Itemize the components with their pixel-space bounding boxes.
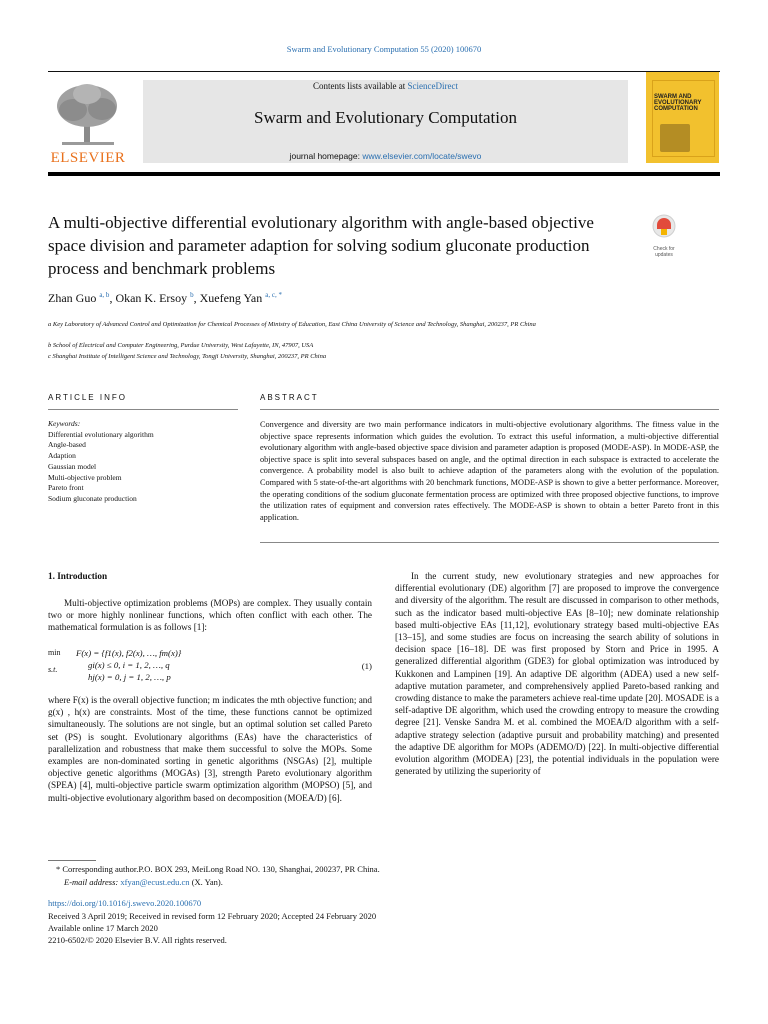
keyword-item: Pareto front: [48, 483, 84, 493]
affiliation-c: c Shanghai Institute of Intelligent Science and Technology, Tongji University, Shanghai, 200237, PR China: [48, 353, 327, 360]
email-label: E-mail address:: [64, 877, 121, 887]
eq-min-label: min: [48, 648, 61, 657]
section-heading-introduction: 1. Introduction: [48, 571, 108, 581]
cover-graphic: [660, 124, 690, 152]
abstract-text: Convergence and diversity are two main performance indicators in multi-objective evolutionary algorithms. The fitness value in the objective space represents information which guides the evolution. To extract this useful information, a multi-objective differential evolutionary algorithm with angle-based objective space division and parameter adaption is proposed (MODE-ASP). In MODE-ASP, the objective space is split into several subspaces based on angle, and the optimal direction in each subspace is extracted to accelerate the convergence. A probability model is also built to achieve adaption of the parameters along with the evolution of the population. Compared with 5 state-of-the-art algorithms with 20 benchmark functions, MODE-ASP is shown to give a better performance. Moreover, the operating conditions of the sodium gluconate fermentation process are optimized with three proposed objective functions, to improve the utilization rates of equipment and conversion rates effectively. The MODE-ASP is shown to obtain a better Pareto front in this application.: [260, 420, 719, 522]
publisher-name: ELSEVIER: [50, 150, 126, 166]
received-dates: Received 3 April 2019; Received in revised form 12 February 2020; Accepted 24 February 2020: [48, 911, 377, 921]
abstract-rule: [260, 409, 719, 410]
keyword-item: Sodium gluconate production: [48, 493, 137, 503]
intro-paragraph-2: where F(x) is the overall objective function; m indicates the mth objective function; and g(x) , h(x) are constraints. Most of the time, these functions cannot be optimized simultaneously. The solutions are not single, but an optimal solution set called Pareto set (PS) is sought. Evolutionary algorithms (EAs) have the characteristics of parallelization and robustness that make them successful to solve the MOPs. Some examples are non-dominated sorting in genetic algorithms (NSGAs) [2], multiple objective genetic algorithms (MOGAs) [3], strength Pareto evolutionary algorithm (SPEA) [4], multi-objective particle swarm optimization algorithm (MOPSO) [5], and multi-objective evolutionary algorithm based on decomposition (MOEA/D) [6].: [48, 695, 372, 803]
contents-line: Contents lists available at ScienceDirect: [313, 81, 458, 91]
eq-objective: F(x) = {f1(x), f2(x), …, fm(x)}: [76, 648, 182, 658]
available-online: Available online 17 March 2020: [48, 923, 158, 933]
author-name[interactable]: Xuefeng Yan: [199, 291, 263, 305]
affiliation-b: b School of Electrical and Computer Engineering, Purdue University, West Lafayette, IN, 47907, USA: [48, 342, 314, 349]
elsevier-logo: [48, 80, 128, 166]
check-updates-icon: [646, 213, 682, 241]
keyword-item: Gaussian model: [48, 461, 97, 471]
article-info-heading: ARTICLE INFO: [48, 393, 127, 402]
homepage-line: journal homepage: www.elsevier.com/locate/swevo: [289, 151, 482, 161]
email-suffix: (X. Yan).: [189, 877, 223, 887]
journal-citation-link[interactable]: Swarm and Evolutionary Computation 55 (2020) 100670: [286, 44, 482, 54]
keyword-item: Adaption: [48, 451, 76, 461]
affiliation-a: a Key Laboratory of Advanced Control and Optimization for Chemical Processes of Ministry of Education, East China University of Science and Technology, Shanghai, 200237, PR China: [48, 321, 536, 328]
homepage-link[interactable]: www.elsevier.com/locate/swevo: [362, 151, 482, 161]
author-affil-marker[interactable]: a, c, *: [265, 291, 282, 299]
sciencedirect-link[interactable]: ScienceDirect: [407, 81, 458, 91]
eq-st-label: s.t.: [48, 665, 58, 674]
equation-1: [48, 648, 372, 684]
keyword-item: Angle-based: [48, 440, 86, 450]
keywords-block: [48, 419, 238, 505]
eq-equality-constraint: hj(x) = 0, j = 1, 2, …, p: [88, 672, 171, 682]
journal-cover-image: [646, 72, 719, 163]
author-affil-marker[interactable]: a, b: [99, 291, 110, 299]
check-updates-label: Check for updates: [653, 246, 675, 258]
article-title: A multi-objective differential evolutionary algorithm with angle-based objective space division and parameter adaption for solving sodium gluconate production process and benchmark problems: [48, 213, 594, 278]
intro-column-2: In the current study, new evolutionary strategies and new approaches for differential evolutionary (DE) algorithm [7] are proposed to improve the convergence and diversity of the algorithm. The result are discussed in comparison to other methods, such as the indicator based multi-objective EAs [8–10]; new dominate relationship based multi-objective EAs [11,12], evolutionary strategy based multi-objective EAs [13–15], and some studies are focus on increasing the search ability of solutions in decision space [16–18]. DE was first proposed by Storn and Price in 1995. A generalized differential algorithm (GDE3) for global optimization was introduced by Kukkonen and Lampinen [19]. An adaptive DE algorithm (ADEA) used a new self-adaptive mutation parameter, and comprehensively applied Pareto-based ranking and crowding distance to make the parameters achieve real-time update [20]. MOSADE is a self-adaptive DE algorithm, which used the crowding entropy to measure the crowding degree [21]. Venske Sandra M. et al. combined the MOEA/D algorithm with a self-adaptive strategy selection (adaptive pursuit and probability matching) and presented the adaptive DE algorithm for MOPs (ADEMO/D) [22]. In multi-objective differential evolution algorithm (MODEA) [23], the potential individuals in the population were generated by utilizing the superiority of: [395, 571, 719, 777]
journal-title: Swarm and Evolutionary Computation: [254, 108, 517, 127]
header-bottom-rule: [48, 172, 720, 176]
cover-title: SWARM AND EVOLUTIONARY COMPUTATION: [654, 94, 702, 112]
equation-number: (1): [361, 661, 372, 671]
footnote-rule: [48, 860, 96, 861]
header-rule: [48, 71, 720, 72]
email-line: [64, 877, 223, 888]
intro-paragraph-1: Multi-objective optimization problems (MOPs) are complex. They usually contain two or more highly nonlinear functions, which often conflict with each other. The mathematical formulation is as follows [1]:: [48, 598, 372, 633]
eq-inequality-constraint: gi(x) ≤ 0, i = 1, 2, …, q: [88, 660, 170, 670]
journal-banner: [143, 80, 628, 163]
article-info-rule: [48, 409, 238, 410]
doi-link[interactable]: [48, 898, 201, 909]
keywords-label: Keywords:: [48, 419, 81, 428]
corresponding-author-note: * Corresponding author.P.O. BOX 293, MeiLong Road NO. 130, Shanghai, 200237, PR China.: [56, 864, 380, 874]
copyright-line: 2210-6502/© 2020 Elsevier B.V. All rights reserved.: [48, 935, 227, 945]
abstract-bottom-rule: [260, 542, 719, 543]
email-link[interactable]: xfyan@ecust.edu.cn: [120, 877, 190, 887]
author-list: Zhan Guo $^{a, b}$, Okan K. Ersoy $^b$, Xuefeng Yan $^{a, c, *}$: [48, 291, 282, 305]
abstract-heading: ABSTRACT: [260, 393, 319, 402]
author-name[interactable]: Zhan Guo: [48, 291, 97, 305]
keyword-item: Differential evolutionary algorithm: [48, 429, 154, 439]
author-name[interactable]: Okan K. Ersoy: [115, 291, 188, 305]
author-affil-marker[interactable]: b: [190, 291, 194, 299]
keyword-item: Multi-objective problem: [48, 472, 122, 482]
doi-link-text[interactable]: https://doi.org/10.1016/j.swevo.2020.100670: [48, 898, 202, 908]
check-for-updates-badge[interactable]: [646, 213, 682, 258]
